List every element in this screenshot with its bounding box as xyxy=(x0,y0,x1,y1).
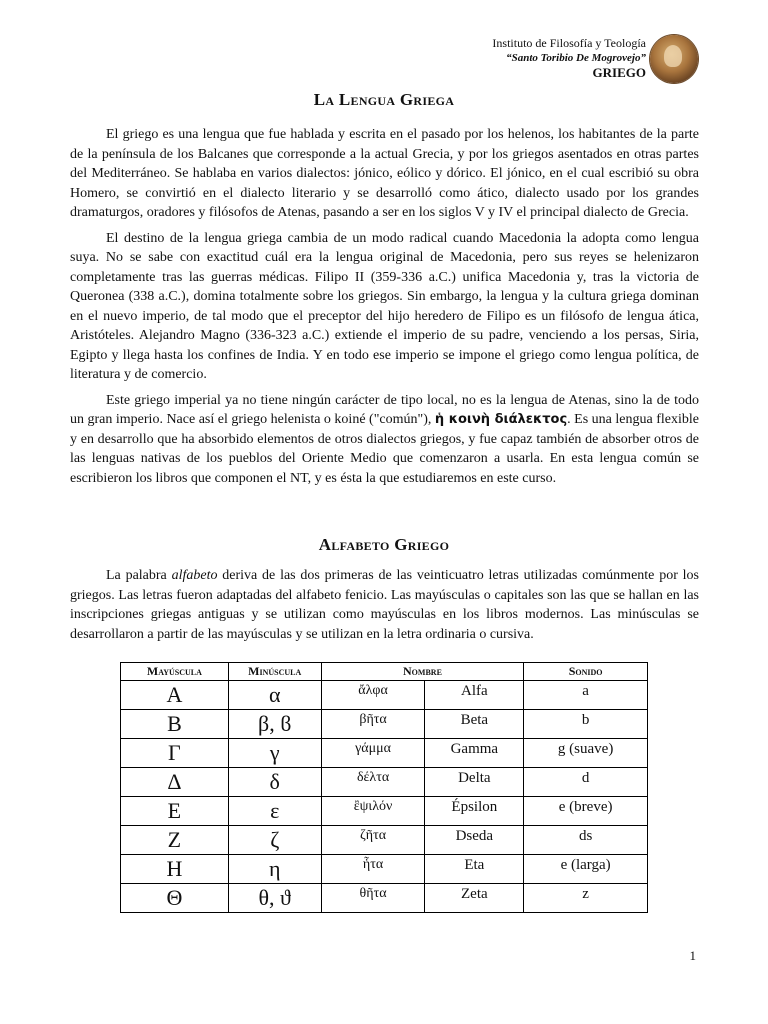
institute-line: Instituto de Filosofía y Teología xyxy=(492,36,646,50)
greek-name-cell: θῆτα xyxy=(321,884,425,913)
lowercase-cell: θ, ϑ xyxy=(228,884,321,913)
lowercase-cell: β, ϐ xyxy=(228,710,321,739)
table-row xyxy=(121,768,648,797)
alphabet-table xyxy=(120,662,648,913)
paragraph-text: . Es una lengua flexible y en desarrollo que ha absorbido elementos de otros dialectos griegos, y fue capaz también de absorber otros de las lenguas nativas de los pueblos del Oriente Medio que comenzaron a usarla. En esta lengua común se escribieron los libros que componen el NT, y es ésta la que estudiaremos en este curso. xyxy=(70,412,699,486)
sound-cell: g (suave) xyxy=(524,739,648,768)
name-cell: Zeta xyxy=(425,884,524,913)
uppercase-cell: Γ xyxy=(121,739,229,768)
sound-cell: e (larga) xyxy=(524,855,648,884)
table-row xyxy=(121,681,648,710)
page-title: La Lengua Griega xyxy=(313,90,455,109)
greek-name-cell: ἄλφα xyxy=(321,681,425,710)
greek-phrase: ἡ κοινὴ διάλεκτος xyxy=(434,412,568,427)
lowercase-cell: η xyxy=(228,855,321,884)
greek-name-cell: γάμμα xyxy=(321,739,425,768)
sound-cell: z xyxy=(524,884,648,913)
header-lowercase: Minúscula xyxy=(228,663,321,681)
name-cell: Gamma xyxy=(425,739,524,768)
page-number: 1 xyxy=(689,948,696,963)
sound-cell: b xyxy=(524,710,648,739)
paragraph: El griego es una lengua que fue hablada y escrita en el pasado por los helenos, los habitantes de la parte de la península de los Balcanes que corresponde a la actual Grecia, y por los griegos asentados en otras partes del Mediterráneo. Se hablaba en varios dialectos: jónico, eólico y dórico. El jónico, en el cual escribió su obra Homero, se convirtió en el dialecto literario y se desarrolló como ático, dialecto usado por los grandes dramaturgos, oradores y filósofos de Atenas, pasando a ser en los siglos V y IV el principal dialecto de Grecia. xyxy=(70,127,699,220)
portrait-crest-icon xyxy=(650,35,698,83)
italic-term: alfabeto xyxy=(171,568,218,583)
uppercase-cell: Α xyxy=(121,681,229,710)
table-row xyxy=(121,710,648,739)
sound-cell: a xyxy=(524,681,648,710)
course-name: GRIEGO xyxy=(592,65,646,80)
uppercase-cell: Δ xyxy=(121,768,229,797)
table-row xyxy=(121,884,648,913)
lowercase-cell: δ xyxy=(228,768,321,797)
table-row xyxy=(121,797,648,826)
name-cell: Eta xyxy=(425,855,524,884)
uppercase-cell: Β xyxy=(121,710,229,739)
greek-name-cell: βῆτα xyxy=(321,710,425,739)
name-cell: Alfa xyxy=(425,681,524,710)
greek-name-cell: δέλτα xyxy=(321,768,425,797)
uppercase-cell: Ε xyxy=(121,797,229,826)
table-header-row xyxy=(121,663,648,681)
greek-name-cell: ἒψιλόν xyxy=(321,797,425,826)
sound-cell: e (breve) xyxy=(524,797,648,826)
paragraph-text: La palabra xyxy=(106,568,172,583)
greek-name-cell: ζῆτα xyxy=(321,826,425,855)
uppercase-cell: Θ xyxy=(121,884,229,913)
header-sound: Sonido xyxy=(524,663,648,681)
paragraph xyxy=(70,566,699,644)
table-row xyxy=(121,826,648,855)
table-row xyxy=(121,855,648,884)
institute-name: “Santo Toribio De Mogrovejo” xyxy=(506,52,646,64)
lowercase-cell: ε xyxy=(228,797,321,826)
paragraph xyxy=(70,391,699,489)
header-uppercase: Mayúscula xyxy=(121,663,229,681)
section-title: Alfabeto Griego xyxy=(318,535,450,554)
document-header xyxy=(246,36,646,81)
name-cell: Beta xyxy=(425,710,524,739)
uppercase-cell: Ζ xyxy=(121,826,229,855)
uppercase-cell: Η xyxy=(121,855,229,884)
lowercase-cell: α xyxy=(228,681,321,710)
paragraph-text: deriva de las dos primeras de las veinticuatro letras utilizadas comúnmente por los griegos. Las letras fueron adaptadas del alfabeto fenicio. Las mayúsculas o capitales son las que se hallan en las inscripciones griegas antiguas y se utilizan como mayúsculas en los libros modernos. Las minúsculas se desarrollaron a partir de las mayúsculas y se utilizan en la letra ordinaria o cursiva. xyxy=(70,568,700,642)
header-name: Nombre xyxy=(321,663,524,681)
name-cell: Épsilon xyxy=(425,797,524,826)
paragraph: El destino de la lengua griega cambia de un modo radical cuando Macedonia la adopta como lengua suya. No se sabe con exactitud cuál era la lengua original de Macedonia, pero sus reyes se helenizaron completamente tras las guerras médicas. Filipo II (359-336 a.C.) unifica Macedonia y, tras la victoria de Queronea (338 a.C.), domina totalmente sobre los griegos. Sin embargo, la lengua y la cultura griega dominan en el nuevo imperio, de tal modo que el preceptor del hijo heredero de Filipo es un filósofo de lengua ática, Aristóteles. Alejandro Magno (336-323 a.C.) extiende el imperio de su padre, venciendo a los persas, Siria, Egipto y llega hasta los confines de India. Y en todo ese imperio se impone el griego como lengua política, de literatura y de comercio. xyxy=(70,230,699,382)
name-cell: Dseda xyxy=(425,826,524,855)
paragraph-text: Este griego imperial ya no tiene ningún carácter de tipo local, no es la lengua de Atenas, sino la de todo un gran imperio. Nace así el griego helenista o koiné ("común"), xyxy=(70,392,699,427)
sound-cell: d xyxy=(524,768,648,797)
lowercase-cell: ζ xyxy=(228,826,321,855)
lowercase-cell: γ xyxy=(228,739,321,768)
greek-name-cell: ἦτα xyxy=(321,855,425,884)
name-cell: Delta xyxy=(425,768,524,797)
table-row xyxy=(121,739,648,768)
intro-section xyxy=(70,125,699,494)
alphabet-section xyxy=(70,566,699,650)
sound-cell: ds xyxy=(524,826,648,855)
